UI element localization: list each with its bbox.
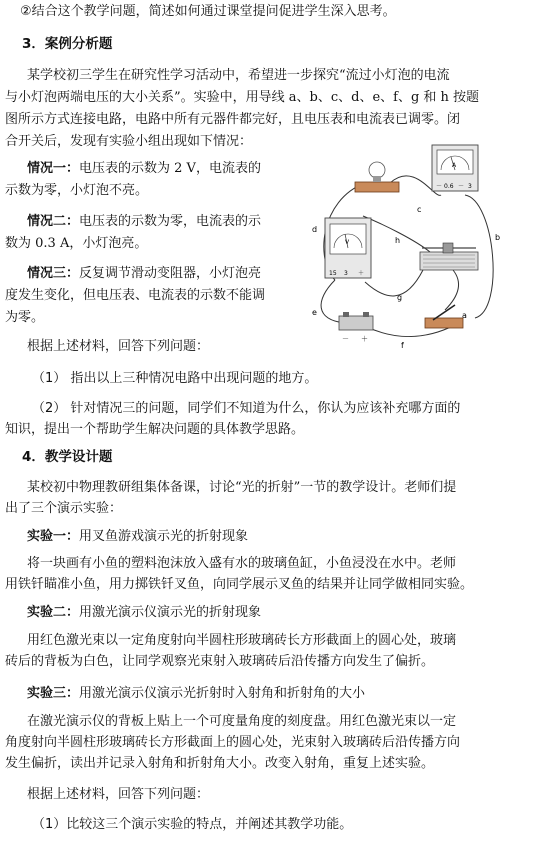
case-1-continued: 示数为零，小灯泡不亮。 xyxy=(5,183,149,198)
experiment-3-title: 用激光演示仪演示光折射时入射角和折射角的大小 xyxy=(79,686,366,701)
rheostat xyxy=(420,243,478,270)
battery xyxy=(339,312,373,343)
case-3-continued: 度发生变化，但电压表、电流表的示数不能调 xyxy=(5,288,266,303)
question-prompt: 根据上述材料，回答下列问题： xyxy=(27,339,210,354)
switch xyxy=(425,305,463,328)
section-3-paragraph-line: 合开关后，发现有实验小组出现如下情况： xyxy=(5,134,253,149)
voltmeter-terminal-label: ＋ xyxy=(358,270,365,277)
experiment-1-line: 将一块画有小鱼的塑料泡沫放入盛有水的玻璃鱼缸，小鱼浸没在水中。老师 xyxy=(27,556,457,571)
section-3-heading: 3．案例分析题 xyxy=(22,36,113,52)
experiment-3-label: 实验三： xyxy=(27,686,80,701)
case-2-continued: 数为 0.3 A，小灯泡亮。 xyxy=(5,236,148,251)
wire-label: e xyxy=(312,308,317,317)
wire-label: f xyxy=(401,341,404,350)
case-3-text: 反复调节滑动变阻器，小灯泡亮 xyxy=(79,266,262,281)
case-1 xyxy=(27,159,261,179)
experiment-1-line: 用铁钎瞄准小鱼，用力掷铁钎叉鱼，向同学展示叉鱼的结果并让同学做相同实验。 xyxy=(5,577,474,592)
ammeter-symbol: A xyxy=(452,162,457,169)
voltmeter-terminal-label: 15 xyxy=(329,270,337,277)
section-4-paragraph-line: 某校初中物理教研组集体备课，讨论“光的折射”一节的教学设计。老师们提 xyxy=(27,480,457,495)
question-2-part-2: ②结合这个教学问题，简述如何通过课堂提问促进学生深入思考。 xyxy=(20,4,396,19)
wire-label: b xyxy=(495,233,501,242)
experiment-2-line: 砖后的背板为白色，让同学观察光束射入玻璃砖后沿传播方向发生了偏折。 xyxy=(5,654,435,669)
case-3 xyxy=(27,264,261,284)
case-2-text: 电压表的示数为零，电流表的示 xyxy=(79,214,262,229)
experiment-3-line: 角度射向半圆柱形玻璃砖长方形截面上的圆心处，光束射入玻璃砖后沿传播方向 xyxy=(5,735,461,750)
voltmeter-terminal-label: 3 xyxy=(344,270,348,277)
experiment-1-label: 实验一： xyxy=(27,529,80,544)
experiment-3-heading xyxy=(27,684,365,704)
battery-terminal-label: － xyxy=(342,335,349,343)
voltmeter-symbol: V xyxy=(345,239,350,246)
experiment-1-title: 用叉鱼游戏演示光的折射现象 xyxy=(79,529,249,544)
experiment-3-line: 在激光演示仪的背板上贴上一个可度量角度的刻度盘。用红色激光束以一定 xyxy=(27,714,457,729)
case-1-label: 情况一： xyxy=(27,161,80,176)
ammeter-terminal-label: 3 xyxy=(468,183,472,190)
case-2 xyxy=(27,212,261,232)
wire-a xyxy=(445,270,458,310)
experiment-1-heading xyxy=(27,527,248,547)
question-3-1: （1） 指出以上三种情况电路中出现问题的地方。 xyxy=(32,371,318,386)
case-2-label: 情况二： xyxy=(27,214,80,229)
section-3-paragraph-line: 与小灯泡两端电压的大小关系”。实验中，用导线 a、b、c、d、e、f、g 和 h 按题 xyxy=(5,90,480,105)
wire-h xyxy=(363,216,430,252)
ammeter-terminal-label: 0.6 xyxy=(444,183,454,190)
experiment-2-title: 用激光演示仪演示光的折射现象 xyxy=(79,605,262,620)
ammeter-terminal-label: － xyxy=(436,183,443,190)
case-1-text: 电压表的示数为 2 V，电流表的 xyxy=(79,161,261,176)
question-prompt: 根据上述材料，回答下列问题： xyxy=(27,787,210,802)
wire-label: a xyxy=(462,311,467,320)
lamp xyxy=(355,162,399,192)
case-3-label: 情况三： xyxy=(27,266,80,281)
wire-label: c xyxy=(417,205,422,214)
circuit-diagram xyxy=(305,140,505,355)
section-3-paragraph-line: 某学校初三学生在研究性学习活动中，希望进一步探究“流过小灯泡的电流 xyxy=(27,68,450,83)
section-4-heading: 4．教学设计题 xyxy=(22,449,113,465)
battery-terminal-label: ＋ xyxy=(361,335,368,343)
experiment-2-heading xyxy=(27,603,261,623)
question-3-2: （2） 针对情况三的问题，同学们不知道为什么，你认为应该补充哪方面的 xyxy=(32,401,461,416)
ammeter xyxy=(432,145,478,191)
wire-label: d xyxy=(312,225,318,234)
section-3-paragraph-line: 图所示方式连接电路，电路中所有元器件都完好，且电压表和电流表已调零。闭 xyxy=(5,112,461,127)
ammeter-terminal-label: － xyxy=(458,183,465,190)
voltmeter xyxy=(325,218,371,278)
experiment-3-line: 发生偏折，读出并记录入射角和折射角大小。改变入射角，重复上述实验。 xyxy=(5,756,435,771)
case-3-continued: 为零。 xyxy=(5,310,45,325)
wire-g xyxy=(365,270,423,296)
section-4-paragraph-line: 出了三个演示实验： xyxy=(5,501,123,516)
question-4-1: （1）比较这三个演示实验的特点，并阐述其教学功能。 xyxy=(32,817,353,832)
experiment-2-line: 用红色激光束以一定角度射向半圆柱形玻璃砖长方形截面上的圆心处，玻璃 xyxy=(27,633,457,648)
wire-label: g xyxy=(397,293,403,302)
wire-label: h xyxy=(395,236,401,245)
experiment-2-label: 实验二： xyxy=(27,605,80,620)
question-3-2-continued: 知识，提出一个帮助学生解决问题的具体教学思路。 xyxy=(5,422,305,437)
